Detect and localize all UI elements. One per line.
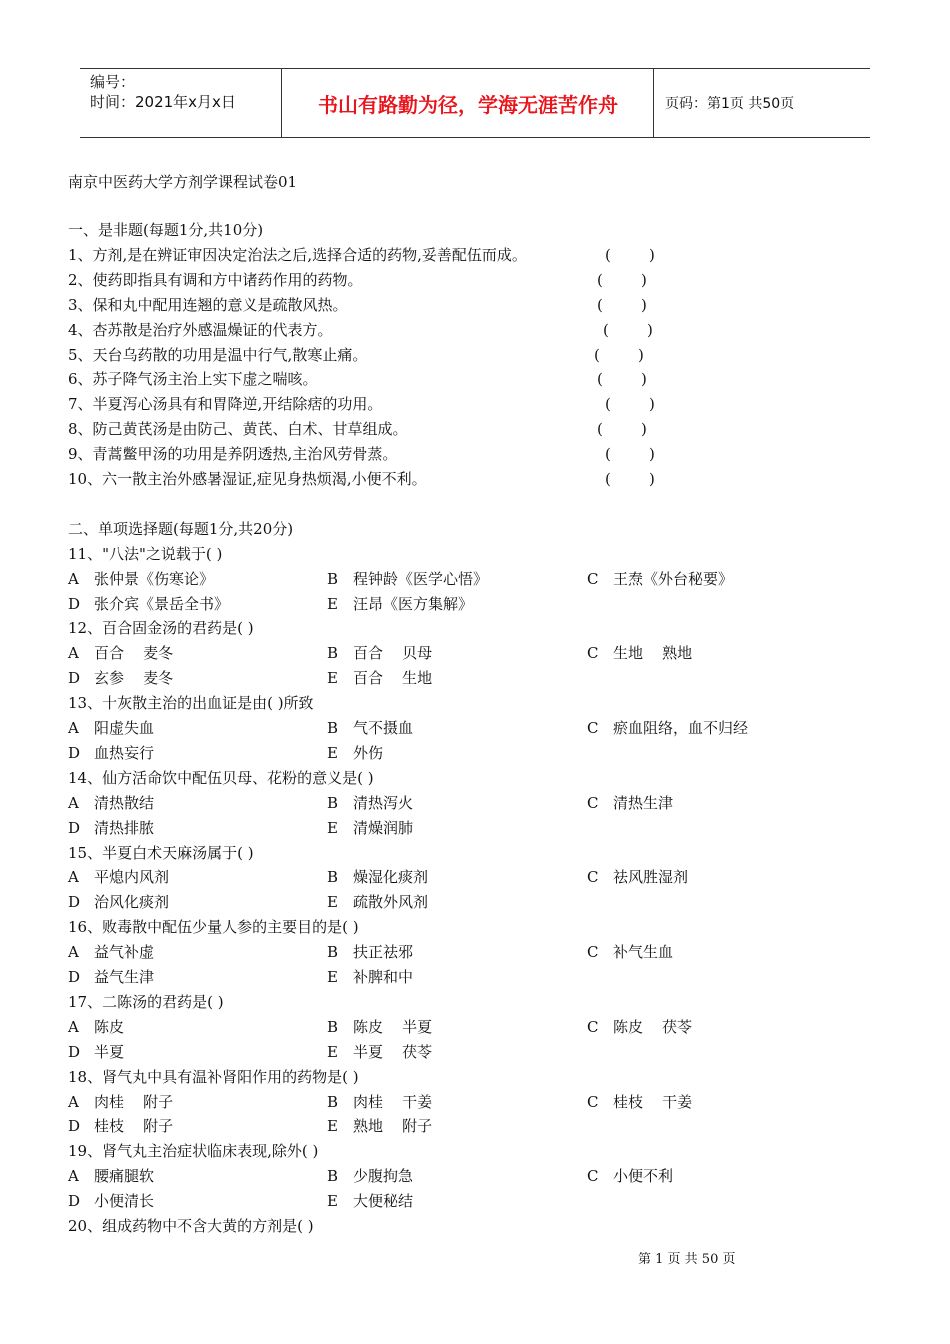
answer-blank: ( ) — [597, 295, 647, 314]
option-letter: B — [327, 793, 339, 812]
option-letter: C — [587, 1017, 599, 1036]
judgment-item: 5、天台乌药散的功用是温中行气,散寒止痛。 — [68, 345, 368, 364]
option-letter: D — [68, 818, 81, 837]
option-text: 补脾和中 — [353, 968, 414, 986]
option-text: 陈皮 半夏 — [353, 1017, 433, 1036]
judgment-item: 2、使药即指具有调和方中诸药作用的药物。 — [68, 270, 363, 289]
option-text: 益气补虚 — [94, 943, 155, 962]
option-letter: E — [327, 594, 338, 613]
option-letter: D — [68, 669, 81, 688]
option-letter: D — [68, 1117, 81, 1136]
question-stem: 11、"八法"之说载于( ) — [68, 544, 223, 563]
judgment-item: 9、青蒿鳖甲汤的功用是养阴透热,主治风劳骨蒸。 — [68, 445, 398, 464]
option-text: 瘀血阻络，血不归经 — [613, 719, 749, 737]
page-header — [80, 68, 870, 138]
option-letter: E — [327, 1042, 338, 1061]
option-letter: E — [327, 1192, 338, 1211]
option-text: 百合 生地 — [353, 669, 433, 688]
question-stem: 12、百合固金汤的君药是( ) — [68, 619, 254, 638]
question-stem: 18、肾气丸中具有温补肾阳作用的药物是( ) — [68, 1067, 359, 1086]
option-letter: A — [68, 719, 79, 737]
option-text: 清热散结 — [94, 793, 155, 812]
answer-blank: ( ) — [597, 370, 647, 389]
option-text: 疏散外风剂 — [353, 893, 429, 912]
option-letter: C — [587, 1167, 599, 1186]
question-stem: 16、败毒散中配伍少量人参的主要目的是( ) — [68, 918, 359, 937]
option-letter: C — [587, 868, 599, 887]
option-letter: A — [68, 1092, 79, 1111]
option-letter: C — [587, 644, 599, 663]
option-text: 百合 贝母 — [353, 644, 433, 663]
option-letter: D — [68, 1192, 81, 1211]
option-letter: A — [68, 1167, 79, 1186]
judgment-item: 6、苏子降气汤主治上实下虚之喘咳。 — [68, 370, 318, 389]
answer-blank: ( ) — [594, 345, 644, 364]
option-text: 程钟龄《医学心悟》 — [353, 569, 489, 588]
option-letter: A — [68, 1017, 79, 1036]
option-letter: B — [327, 1017, 339, 1036]
number-label: 编号： — [90, 73, 136, 91]
option-letter: E — [327, 669, 338, 688]
option-text: 百合 麦冬 — [94, 644, 174, 663]
option-text: 半夏 茯苓 — [353, 1042, 433, 1061]
option-letter: D — [68, 743, 81, 762]
option-letter: B — [327, 868, 339, 887]
judgment-item: 8、防己黄芪汤是由防己、黄芪、白术、甘草组成。 — [68, 420, 408, 439]
time-label: 时间：2021年x月x日 — [90, 93, 236, 111]
option-text: 清燥润肺 — [353, 818, 414, 837]
option-text: 生地 熟地 — [613, 644, 693, 663]
option-letter: A — [68, 868, 79, 887]
option-text: 清热生津 — [613, 793, 674, 812]
option-letter: A — [68, 644, 79, 663]
option-letter: D — [68, 968, 81, 986]
header-meta — [80, 69, 282, 137]
option-text: 补气生血 — [613, 943, 674, 962]
answer-blank: ( ) — [597, 270, 647, 289]
option-letter: E — [327, 743, 338, 762]
question-stem: 15、半夏白术天麻汤属于( ) — [68, 843, 254, 862]
option-text: 清热泻火 — [353, 793, 414, 812]
option-text: 半夏 — [94, 1042, 125, 1061]
option-letter: C — [587, 1092, 599, 1111]
option-text: 阳虚失血 — [94, 719, 155, 737]
option-letter: E — [327, 818, 338, 837]
option-letter: C — [587, 569, 599, 588]
option-text: 扶正祛邪 — [353, 943, 414, 962]
option-text: 血热妄行 — [94, 743, 155, 762]
option-text: 外伤 — [353, 743, 384, 762]
option-letter: C — [587, 793, 599, 812]
answer-blank: ( ) — [605, 245, 655, 264]
option-text: 桂枝 附子 — [94, 1117, 174, 1136]
option-text: 少腹拘急 — [353, 1167, 414, 1186]
answer-blank: ( ) — [605, 445, 655, 464]
option-text: 张介宾《景岳全书》 — [94, 594, 230, 613]
header-page-info: 页码：第1页 共50页 — [665, 96, 795, 112]
option-text: 平熄内风剂 — [94, 868, 170, 887]
section1-title: 一、是非题(每题1分,共10分) — [68, 221, 264, 239]
option-text: 大便秘结 — [353, 1192, 414, 1211]
option-text: 气不摄血 — [353, 719, 414, 737]
option-text: 玄参 麦冬 — [94, 669, 174, 688]
option-letter: B — [327, 644, 339, 663]
doc-title: 南京中医药大学方剂学课程试卷01 — [68, 173, 298, 191]
option-letter: D — [68, 594, 81, 613]
header-motto: 书山有路勤为径，学海无涯苦作舟 — [283, 69, 654, 137]
option-letter: D — [68, 893, 81, 912]
option-text: 张仲景《伤寒论》 — [94, 569, 215, 588]
option-letter: E — [327, 1117, 338, 1136]
option-text: 燥湿化痰剂 — [353, 868, 429, 887]
option-letter: B — [327, 1092, 339, 1111]
option-letter: C — [587, 943, 599, 962]
option-text: 清热排脓 — [94, 818, 155, 837]
option-text: 小便清长 — [94, 1192, 155, 1211]
judgment-item: 10、六一散主治外感暑湿证,症见身热烦渴,小便不利。 — [68, 470, 427, 488]
option-letter: B — [327, 719, 339, 737]
judgment-item: 7、半夏泻心汤具有和胃降逆,开结除痞的功用。 — [68, 395, 383, 414]
page-footer: 第 1 页 共 50 页 — [638, 1252, 736, 1267]
answer-blank: ( ) — [597, 420, 647, 439]
answer-blank: ( ) — [605, 395, 655, 414]
option-letter: B — [327, 943, 339, 962]
question-stem: 19、肾气丸主治症状临床表现,除外( ) — [68, 1142, 319, 1161]
option-text: 王焘《外台秘要》 — [613, 569, 734, 588]
judgment-item: 3、保和丸中配用连翘的意义是疏散风热。 — [68, 295, 348, 314]
judgment-item: 1、方剂,是在辨证审因决定治法之后,选择合适的药物,妥善配伍而成。 — [68, 245, 527, 264]
option-text: 治风化痰剂 — [94, 893, 170, 912]
option-letter: A — [68, 943, 79, 962]
option-text: 陈皮 茯苓 — [613, 1017, 693, 1036]
option-text: 汪昂《医方集解》 — [353, 594, 474, 613]
option-text: 小便不利 — [613, 1167, 674, 1186]
section2-title: 二、单项选择题(每题1分,共20分) — [68, 519, 294, 538]
option-letter: C — [587, 719, 599, 737]
option-letter: E — [327, 968, 338, 986]
option-text: 祛风胜湿剂 — [613, 868, 689, 887]
question-stem: 17、二陈汤的君药是( ) — [68, 992, 224, 1011]
option-text: 腰痛腿软 — [94, 1167, 155, 1186]
option-letter: B — [327, 1167, 339, 1186]
answer-blank: ( ) — [603, 320, 653, 339]
question-stem: 14、仙方活命饮中配伍贝母、花粉的意义是( ) — [68, 768, 374, 787]
option-text: 肉桂 干姜 — [353, 1092, 433, 1111]
option-letter: E — [327, 893, 338, 912]
option-letter: A — [68, 793, 79, 812]
option-letter: A — [68, 569, 79, 588]
option-text: 肉桂 附子 — [94, 1092, 174, 1111]
answer-blank: ( ) — [605, 470, 655, 488]
option-letter: B — [327, 569, 339, 588]
option-text: 桂枝 干姜 — [613, 1092, 693, 1111]
option-text: 益气生津 — [94, 968, 155, 986]
question-stem: 20、组成药物中不含大黄的方剂是( ) — [68, 1217, 314, 1235]
option-text: 熟地 附子 — [353, 1117, 433, 1136]
option-letter: D — [68, 1042, 81, 1061]
judgment-item: 4、杏苏散是治疗外感温燥证的代表方。 — [68, 320, 333, 339]
option-text: 陈皮 — [94, 1017, 125, 1036]
question-stem: 13、十灰散主治的出血证是由( )所致 — [68, 694, 314, 713]
